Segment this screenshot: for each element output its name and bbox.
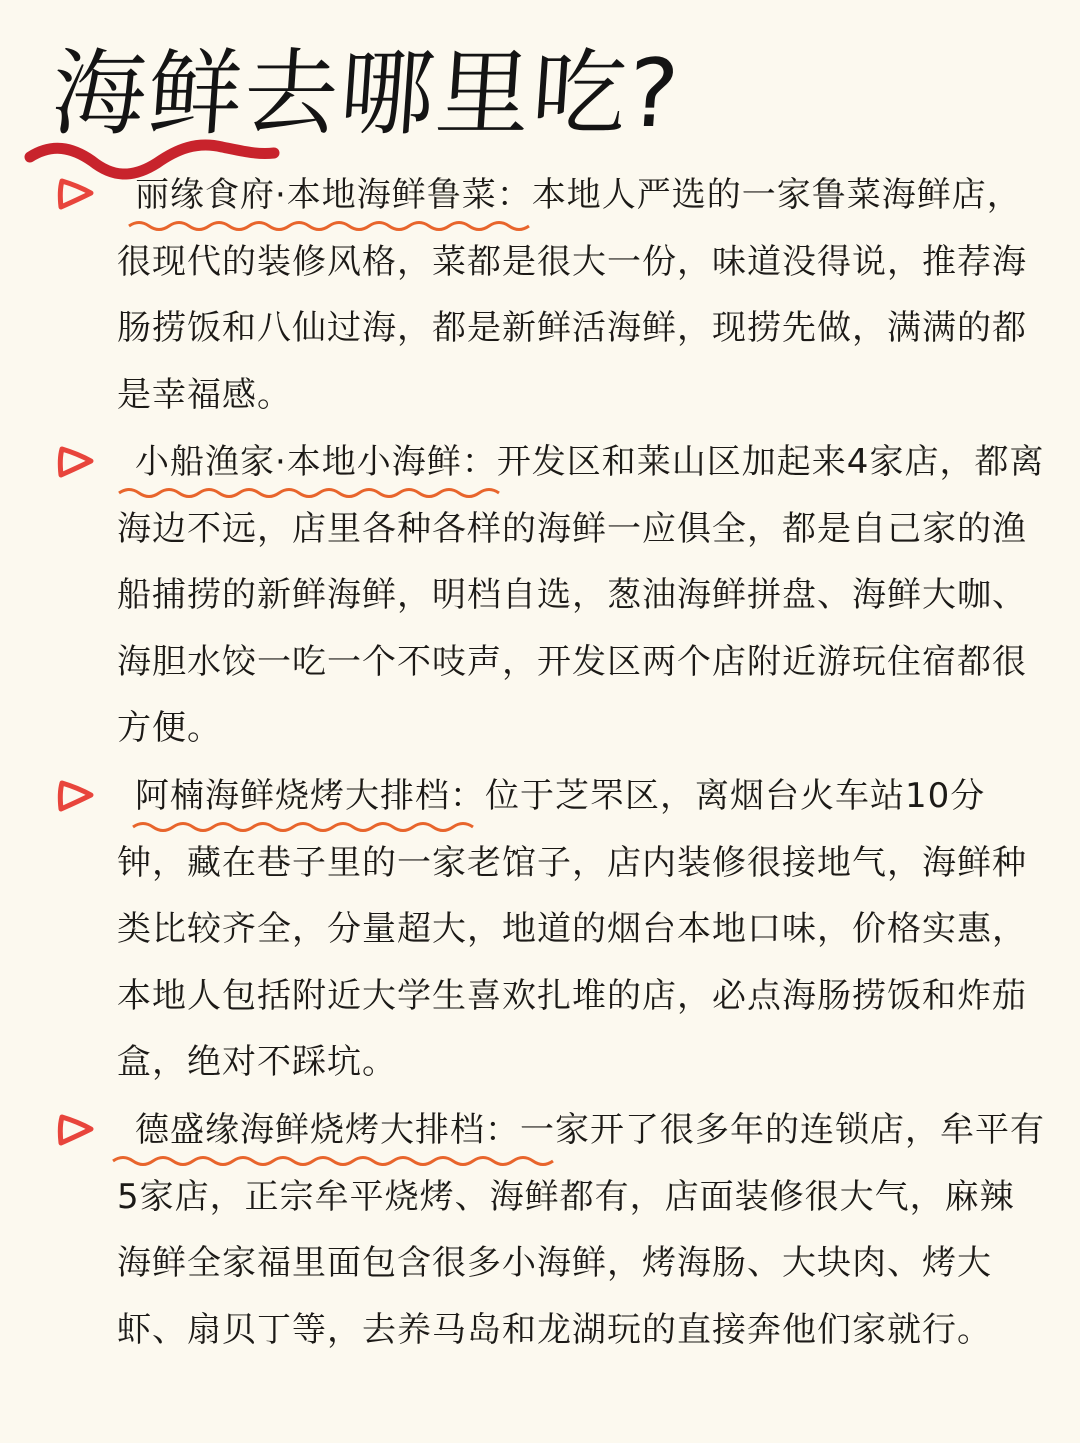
name-separator: ：	[485, 1110, 520, 1150]
wavy-underline	[131, 820, 481, 834]
restaurant-description: 开发区和莱山区加起来4家店，都离海边不远，店里各种各样的海鲜一应俱全，都是自己家的渔船捕捞的新鲜海鲜，明档自选，葱油海鲜拼盘、海鲜大咖、海胆水饺一吃一个不吱声，开发区两个店附近游玩住宿都很方便。	[117, 442, 1045, 748]
restaurant-name	[135, 776, 450, 816]
name-separator: ：	[461, 442, 497, 482]
triangle-bullet-icon	[54, 444, 96, 480]
restaurant-name	[135, 175, 497, 215]
restaurant-description: 本地人严选的一家鲁菜海鲜店，很现代的装修风格，菜都是很大一份，味道没得说，推荐海肠捞饭和八仙过海，都是新鲜活海鲜，现捞先做，满满的都是幸福感。	[117, 175, 1027, 415]
restaurant-name-text: 阿楠海鲜烧烤大排档	[135, 776, 450, 816]
wavy-underline	[127, 219, 537, 233]
restaurant-name	[135, 442, 462, 482]
wavy-underline	[117, 486, 507, 500]
wavy-underline	[111, 1154, 571, 1168]
entry-paragraph	[117, 429, 1047, 762]
name-separator: ：	[450, 776, 485, 816]
triangle-bullet-icon	[54, 1112, 96, 1148]
triangle-bullet-icon	[54, 176, 96, 212]
page-title: 海鲜去哪里吃?	[48, 40, 684, 149]
triangle-bullet-icon	[54, 778, 96, 814]
entry-paragraph	[117, 763, 1047, 1096]
restaurant-name-text: 德盛缘海鲜烧烤大排档	[135, 1110, 485, 1150]
entry-paragraph	[117, 162, 1047, 428]
restaurant-name-text: 小船渔家·本地小海鲜	[135, 442, 462, 482]
title-area	[22, 28, 722, 178]
name-separator: ：	[496, 175, 532, 215]
restaurant-description: 一家开了很多年的连锁店，牟平有5家店，正宗牟平烧烤、海鲜都有，店面装修很大气，麻辣海鲜全家福里面包含很多小海鲜，烤海肠、大块肉、烤大虾、扇贝丁等，去养马岛和龙湖玩的直接奔他们家就行。	[117, 1110, 1045, 1350]
restaurant-description: 位于芝罘区，离烟台火车站10分钟，藏在巷子里的一家老馆子，店内装修很接地气，海鲜种类比较齐全，分量超大，地道的烟台本地口味，价格实惠，本地人包括附近大学生喜欢扎堆的店，必点海肠捞饭和炸茄盒，绝对不踩坑。	[117, 776, 1027, 1082]
restaurant-name-text: 丽缘食府·本地海鲜鲁菜	[135, 175, 497, 215]
entry-paragraph	[117, 1097, 1047, 1363]
restaurant-name	[135, 1110, 485, 1150]
